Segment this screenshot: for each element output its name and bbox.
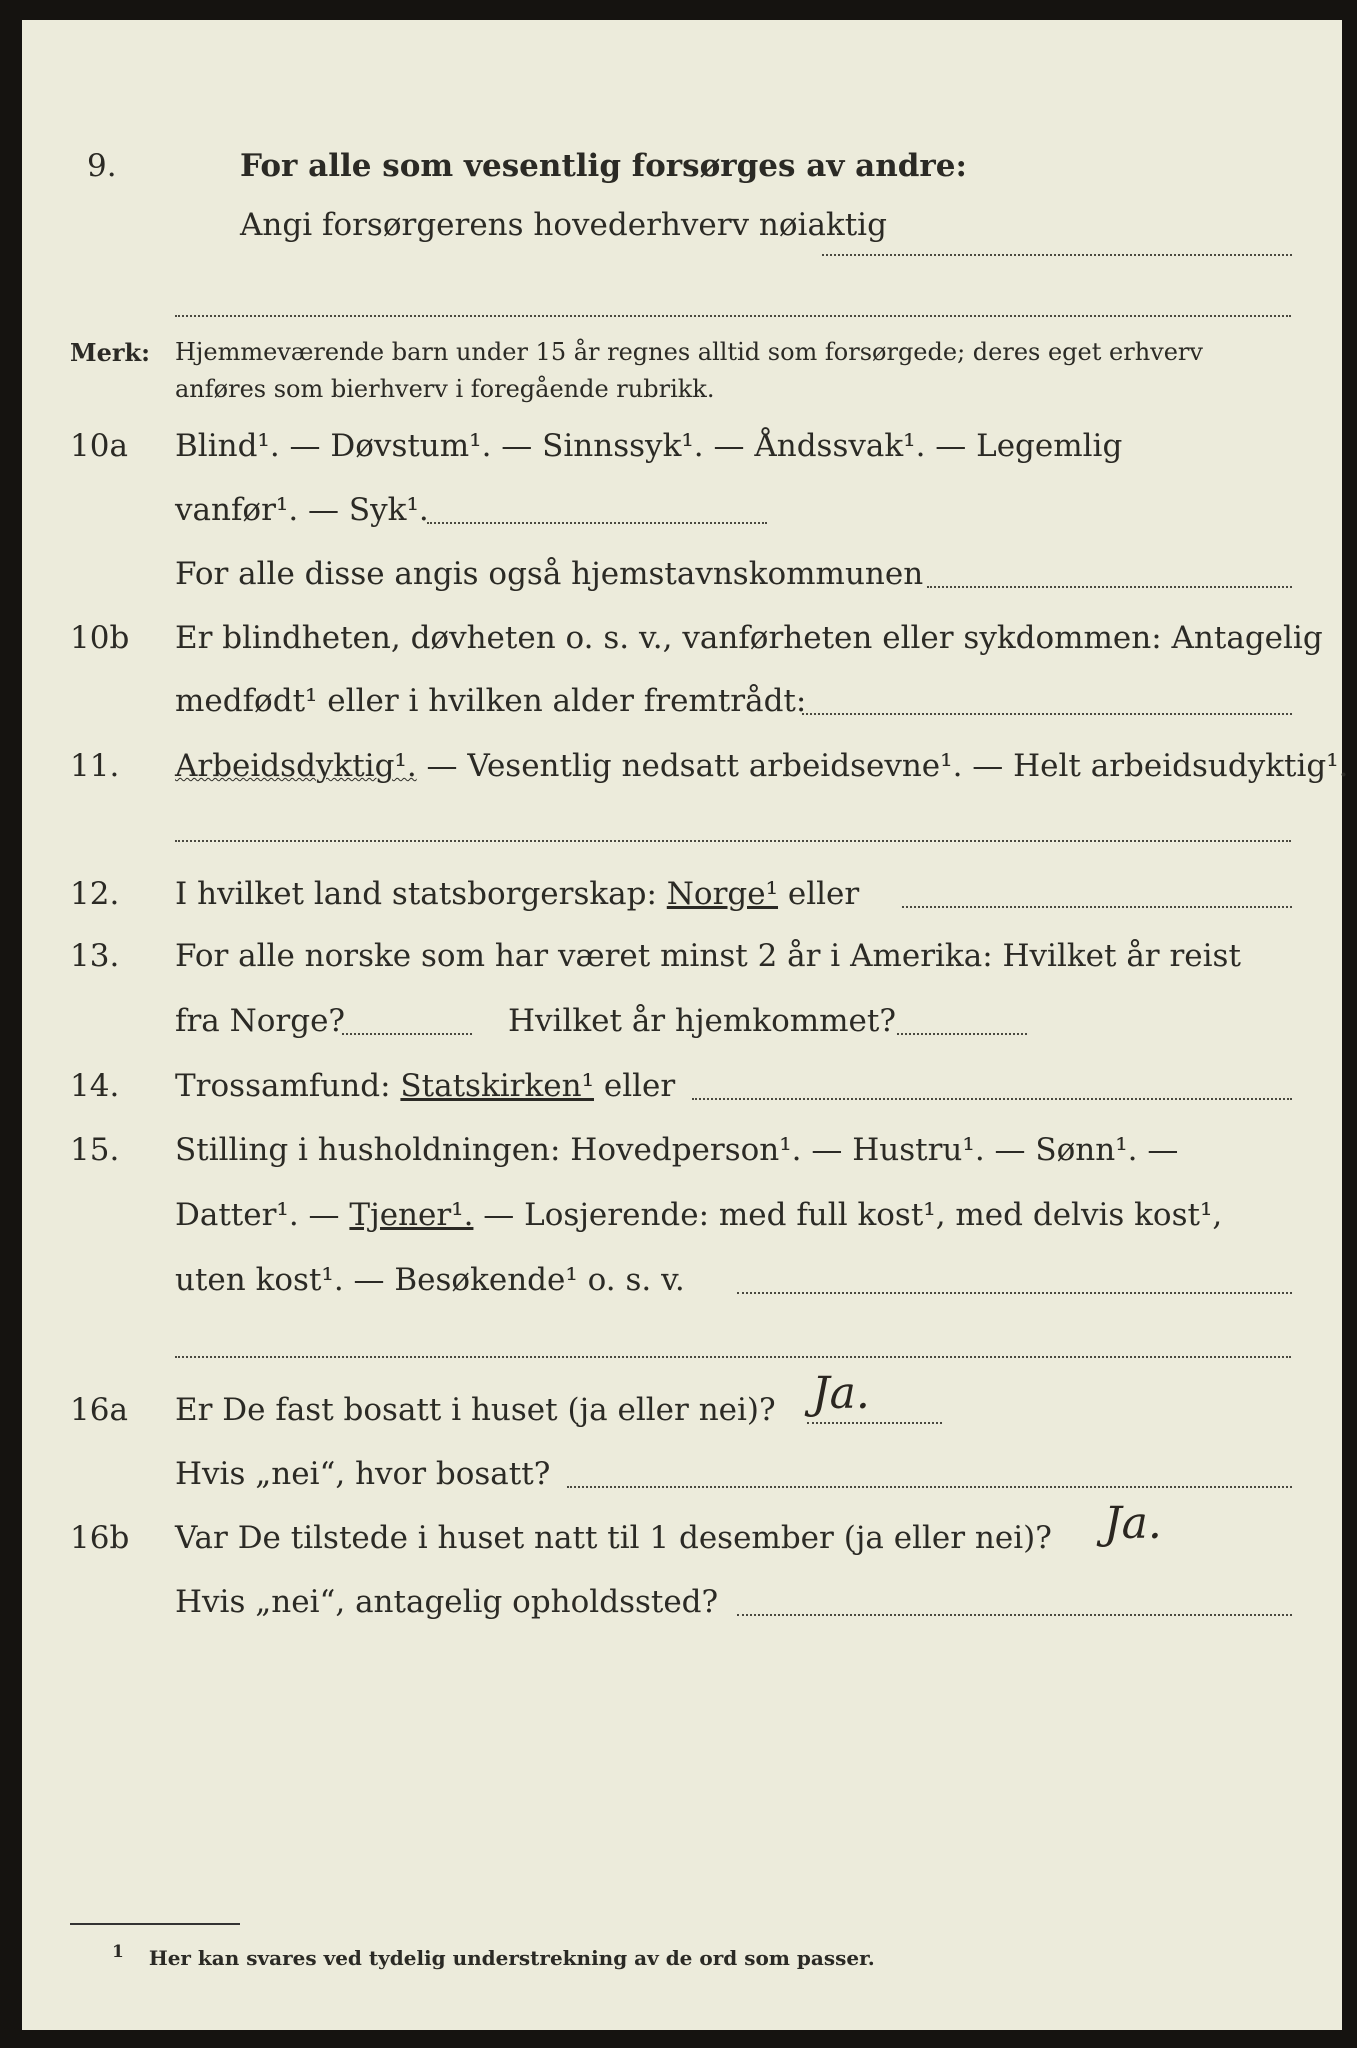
q14-number: 14. — [70, 1068, 120, 1104]
q11-options-rest: — Vesentlig nedsatt arbeidsevne¹. — Helt arbeidsudyktig¹. — [416, 748, 1349, 784]
q13-row2 — [175, 1003, 896, 1039]
q12-number: 12. — [70, 876, 120, 912]
q9-subtext: Angi forsørgerens hovederhverv nøiaktig — [240, 207, 887, 243]
q10b-number: 10b — [70, 620, 130, 656]
q10a-answer-line[interactable] — [427, 522, 767, 524]
q15-answer-line[interactable] — [737, 1292, 1292, 1294]
q15-line3: uten kost¹. — Besøkende¹ o. s. v. — [175, 1262, 685, 1298]
q10a-home-line[interactable] — [927, 586, 1292, 588]
q15-number: 15. — [70, 1132, 120, 1168]
q12-answer-line[interactable] — [902, 906, 1292, 908]
q14-option-selected[interactable]: Statskirken¹ — [400, 1068, 594, 1104]
q9-answer-line[interactable] — [822, 254, 1292, 256]
q9-number: 9. — [87, 148, 117, 184]
q16a-row2 — [175, 1456, 550, 1492]
q12-option-selected[interactable]: Norge¹ — [666, 876, 779, 912]
q10b-answer-line[interactable] — [802, 713, 1292, 715]
q10b-line2: medfødt¹ eller i hvilken alder fremtrådt: — [175, 683, 807, 719]
q9-heading: For alle som vesentlig forsørges av andre: — [240, 148, 967, 184]
q10a-row3 — [175, 556, 923, 592]
q16a-handwritten-answer: Ja. — [812, 1368, 870, 1419]
note-line1: Hjemmeværende barn under 15 år regnes alltid som forsørgede; deres eget erhverv — [175, 338, 1203, 366]
q10a-line2: vanfør¹. — Syk¹. — [175, 492, 429, 528]
q10a-number: 10a — [70, 428, 128, 464]
q13-line1: For alle norske som har været minst 2 år i Amerika: Hvilket år reist — [175, 938, 1241, 974]
q15-line1: Stilling i husholdningen: Hovedperson¹. — Hustru¹. — Sønn¹. — — [175, 1132, 1179, 1168]
q14-text: Trossamfund: — [175, 1068, 401, 1104]
q13-left-year-line[interactable] — [342, 1033, 472, 1035]
q13-number: 13. — [70, 938, 120, 974]
q15-row3 — [175, 1262, 685, 1298]
note-line2: anføres som bierhverv i foregående rubrikk. — [175, 375, 715, 403]
q10b-row2 — [175, 683, 806, 719]
footnote-text: Her kan svares ved tydelig understrekning av de ord som passer. — [148, 1945, 875, 1970]
q15-line2b: — Losjerende: med full kost¹, med delvis kost¹, — [473, 1197, 1223, 1233]
q16a-answer-line[interactable] — [807, 1422, 942, 1424]
q15-line2a: Datter¹. — — [175, 1197, 350, 1233]
q16a-number: 16a — [70, 1392, 128, 1428]
q16b-handwritten-answer: Ja. — [1104, 1498, 1162, 1549]
q15-extra-line[interactable] — [175, 1356, 1291, 1358]
q9-extra-line[interactable] — [175, 315, 1291, 317]
note-label: Merk: — [70, 338, 150, 367]
q16a-line1: Er De fast bosatt i huset (ja eller nei)? — [175, 1392, 776, 1428]
q16a-line2: Hvis „nei“, hvor bosatt? — [175, 1456, 551, 1492]
q16b-where-line[interactable] — [737, 1614, 1292, 1616]
form-page — [22, 20, 1349, 2030]
q14-answer-line[interactable] — [692, 1098, 1292, 1100]
q13-return-year-line[interactable] — [897, 1033, 1027, 1035]
q13-line2b: Hvilket år hjemkommet? — [508, 1003, 896, 1039]
q16b-number: 16b — [70, 1520, 130, 1556]
q11-extra-line[interactable] — [175, 840, 1291, 842]
footnote — [112, 1942, 875, 1970]
q13-line2a: fra Norge? — [175, 1003, 346, 1039]
note-row2 — [175, 375, 714, 403]
q10a-row2 — [175, 492, 429, 528]
q11-number: 11. — [70, 748, 120, 784]
q12-text: I hvilket land statsborgerskap: — [175, 876, 667, 912]
q10a-line1: Blind¹. — Døvstum¹. — Sinnssyk¹. — Åndssvak¹. — Legemlig — [175, 428, 1123, 464]
q15-option-selected[interactable]: Tjener¹. — [349, 1197, 474, 1233]
q14-tail: eller — [594, 1068, 676, 1104]
q11-option-selected[interactable]: Arbeidsdyktig¹. — [175, 748, 417, 784]
footnote-marker: 1 — [112, 1942, 124, 1962]
q10b-line1: Er blindheten, døvheten o. s. v., vanførheten eller sykdommen: Antagelig — [175, 620, 1323, 656]
q15-row2 — [175, 1197, 1222, 1233]
q16b-row2 — [175, 1584, 718, 1620]
q10a-line3: For alle disse angis også hjemstavnskommunen — [175, 556, 924, 592]
q16a-where-line[interactable] — [567, 1486, 1292, 1488]
footnote-rule — [70, 1923, 240, 1925]
q12-tail: eller — [778, 876, 860, 912]
note-row — [70, 338, 1203, 367]
q16b-line2: Hvis „nei“, antagelig opholdssted? — [175, 1584, 719, 1620]
q16b-line1: Var De tilstede i huset natt til 1 desember (ja eller nei)? — [175, 1520, 1052, 1556]
